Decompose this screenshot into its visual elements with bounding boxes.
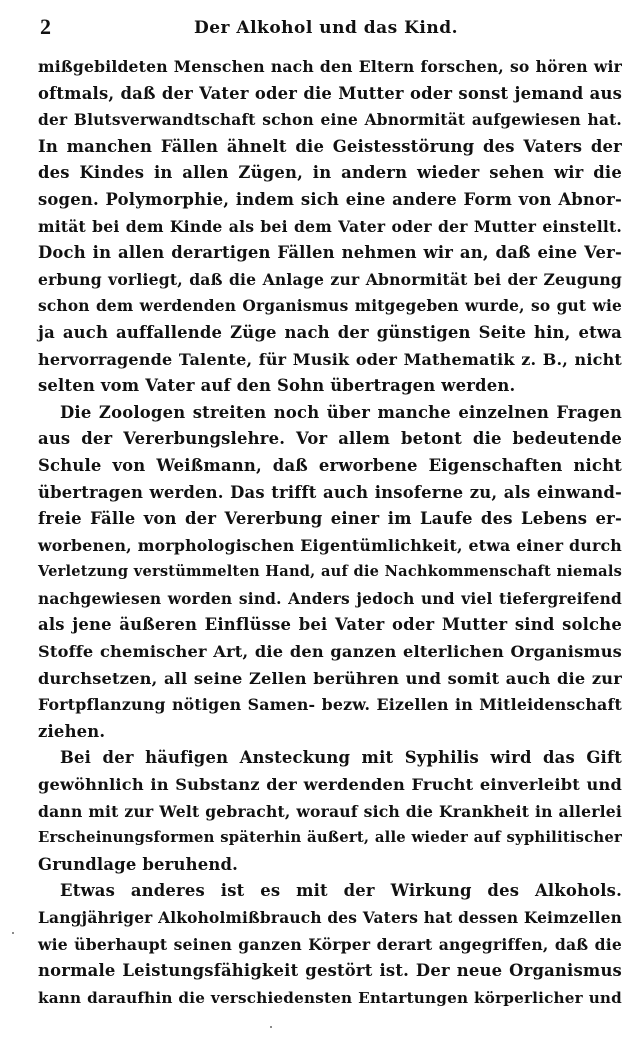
text-line: nachgewiesen worden sind. Anders jedoch und viel tiefergreifend: [38, 589, 622, 608]
text-line: der Blutsverwandtschaft schon eine Abnormität aufgewiesen hat.: [38, 111, 622, 130]
text-line: sogen. Polymorphie, indem sich eine andere Form von Abnor-: [38, 189, 622, 209]
text-line: Erscheinungsformen späterhin äußert, alle wieder auf syphilitischer: [38, 829, 622, 847]
text-line: durchsetzen, all seine Zellen berühren und somit auch die zur: [38, 668, 622, 688]
text-line: Langjähriger Alkoholmißbrauch des Vaters hat dessen Keimzellen: [38, 909, 622, 927]
text-line: hervorragende Talente, für Musik oder Mathematik z. B., nicht: [38, 349, 622, 369]
text-line: normale Leistungsfähigkeit gestört ist. Der neue Organismus: [38, 961, 622, 981]
text-line: ja auch auffallende Züge nach der günstigen Seite hin, etwa: [38, 322, 622, 342]
text-line: Die Zoologen streiten noch über manche einzelnen Fragen: [60, 402, 622, 422]
text-line: aus der Vererbungslehre. Vor allem betont die bedeutende: [38, 429, 622, 449]
text-line: erbung vorliegt, daß die Anlage zur Abnormität bei der Zeugung: [38, 269, 622, 289]
text-line: wie überhaupt seinen ganzen Körper derart angegriffen, daß die: [38, 934, 622, 954]
text-line: Doch in allen derartigen Fällen nehmen wir an, daß eine Ver-: [38, 243, 622, 263]
text-line: mißgebildeten Menschen nach den Eltern forschen, so hören wir: [38, 57, 622, 76]
body-text: [38, 54, 622, 1011]
text-line: des Kindes in allen Zügen, in andern wieder sehen wir die: [38, 163, 622, 183]
running-title: Der Alkohol und das Kind.: [193, 18, 459, 38]
text-line: kann daraufhin die verschiedensten Entartungen körperlicher und: [38, 988, 622, 1007]
page-header: [30, 14, 622, 42]
text-line: Stoffe chemischer Art, die den ganzen elterlichen Organismus: [38, 642, 622, 662]
text-line: Bei der häufigen Ansteckung mit Syphilis wird das Gift: [60, 748, 622, 768]
text-line: schon dem werdenden Organismus mitgegeben wurde, so gut wie: [38, 297, 622, 316]
text-line: dann mit zur Welt gebracht, worauf sich die Krankheit in allerlei: [38, 801, 622, 821]
text-line: oftmals, daß der Vater oder die Mutter oder sonst jemand aus: [38, 83, 622, 103]
text-line: gewöhnlich in Substanz der werdenden Frucht einverleibt und: [38, 775, 622, 795]
text-line: In manchen Fällen ähnelt die Geistesstörung des Vaters der: [38, 136, 622, 156]
page-number: 2: [40, 14, 51, 39]
text-line: Grundlage beruhend.: [38, 854, 239, 874]
text-line: mität bei dem Kinde als bei dem Vater oder der Mutter einstellt.: [38, 216, 622, 236]
scan-speck: [12, 932, 14, 934]
text-line: als jene äußeren Einflüsse bei Vater oder Mutter sind solche: [38, 615, 622, 635]
text-line: Etwas anderes ist es mit der Wirkung des Alkohols.: [60, 881, 622, 901]
text-line: Schule von Weißmann, daß erworbene Eigenschaften nicht: [38, 455, 622, 475]
text-line: worbenen, morphologischen Eigentümlichkeit, etwa einer durch: [38, 535, 622, 555]
text-line: freie Fälle von der Vererbung einer im Laufe des Lebens er-: [38, 509, 622, 529]
text-line: übertragen werden. Das trifft auch insoferne zu, als einwand-: [38, 482, 622, 502]
scan-speck: [270, 1026, 272, 1028]
text-line: ziehen.: [38, 721, 106, 741]
text-line: Fortpflanzung nötigen Samen- bezw. Eizellen in Mitleidenschaft: [38, 695, 622, 715]
text-line: selten vom Vater auf den Sohn übertragen werden.: [38, 376, 516, 396]
text-line: Verletzung verstümmelten Hand, auf die Nachkommenschaft niemals: [38, 563, 622, 581]
